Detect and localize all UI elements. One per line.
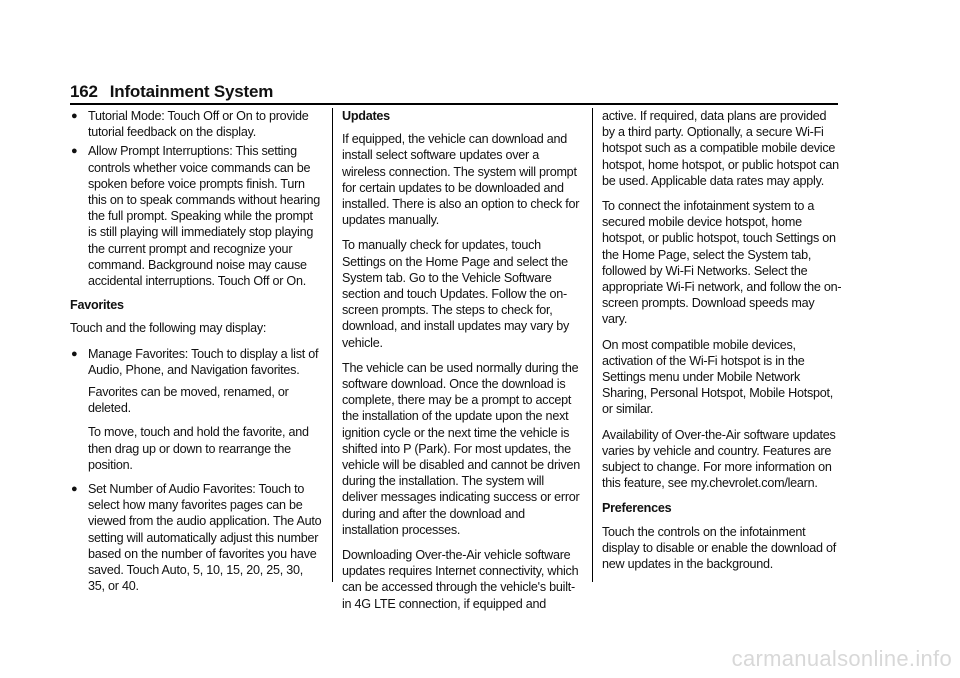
column-right xyxy=(602,108,842,581)
column-middle xyxy=(342,108,582,621)
bullet-text: Manage Favorites: Touch to display a list of Audio, Phone, and Navigation favorites. xyxy=(88,346,319,377)
section-title: Infotainment System xyxy=(109,82,274,101)
favorites-heading: Favorites xyxy=(70,298,124,313)
bullet-icon: ● xyxy=(71,145,78,158)
column-divider xyxy=(332,108,333,582)
bullet-text: Set Number of Audio Favorites: Touch to select how many favorites pages can be viewed from the audio application. The Auto setting will automatically adjust this number based on the number of favorites you have saved. Touch Auto, 5, 10, 15, 20, 25, 30, 35, or 40. xyxy=(88,482,322,594)
paragraph: The vehicle can be used normally during the software download. Once the download is complete, there may be a prompt to accept the installation of the update upon the next ignition cycle or the next time the vehicle is shifted into P (Park). For most updates, the vehicle will be disabled and cannot be driven during the installation. The system will deliver messages indicating success or error during and after the download and installation processes. xyxy=(342,360,580,537)
bullet-item xyxy=(70,346,322,378)
paragraph: Downloading Over-the-Air vehicle software updates requires Internet connectivity, which can be accessed through the vehicle's built-in 4G LTE connection, if equipped and xyxy=(342,548,579,611)
sub-paragraph: To move, touch and hold the favorite, and then drag up or down to rearrange the position. xyxy=(88,425,309,472)
updates-heading: Updates xyxy=(342,109,390,123)
bullet-item xyxy=(70,143,322,289)
sub-paragraph: Favorites can be moved, renamed, or deleted. xyxy=(88,385,289,416)
column-divider xyxy=(592,108,593,582)
favorites-intro: Touch and the following may display: xyxy=(70,321,267,336)
header-rule xyxy=(70,103,838,105)
bullet-icon: ● xyxy=(71,347,78,360)
paragraph: To connect the infotainment system to a secured mobile device hotspot, home hotspot, or public hotspot, touch Settings on the Home Page, select the System tab, followed by Wi-Fi Networks. Select the appropriate Wi-Fi network, and follow the on-screen prompts. Download speeds may vary. xyxy=(602,199,842,327)
column-left xyxy=(70,108,322,597)
paragraph: On most compatible mobile devices, activation of the Wi-Fi hotspot is in the Settings menu under Mobile Network Sharing, Personal Hotspot, Mobile Hotspot, or similar. xyxy=(602,337,834,417)
paragraph: Availability of Over-the-Air software updates varies by vehicle and country. Features are subject to change. For more information on this feature, see my.chevrolet.com/learn. xyxy=(602,427,836,491)
page-header xyxy=(70,82,273,102)
bullet-item xyxy=(70,108,322,140)
bullet-text: Tutorial Mode: Touch Off or On to provide tutorial feedback on the display. xyxy=(88,109,309,140)
paragraph: active. If required, data plans are provided by a third party. Optionally, a secure Wi-Fi hotspot such as a compatible mobile device hotspot, home hotspot, or public hotspot can be used. Applicable data rates may apply. xyxy=(602,109,839,188)
paragraph: If equipped, the vehicle can download and install select software updates over a wireless connection. The system will prompt for certain updates to be downloaded and installed. There is also an option to check for updates manually. xyxy=(342,132,580,228)
bullet-text: Allow Prompt Interruptions: This setting controls whether voice commands can be spoken before voice prompts finish. Turn this on to speak commands without hearing the full prompt. Speaking while the prompt is still playing will immediately stop playing the current prompt and recognize your command. Background noise may cause accidental interruptions. Touch Off or On. xyxy=(88,144,320,289)
paragraph: To manually check for updates, touch Settings on the Home Page and select the System tab. Go to the Vehicle Software section and touch Updates. Follow the on-screen prompts. The steps to check for, download, and install updates may vary by vehicle. xyxy=(342,238,570,350)
bullet-icon: ● xyxy=(71,110,78,122)
page-number: 162 xyxy=(70,82,98,101)
paragraph: Touch the controls on the infotainment display to disable or enable the download of new updates in the background. xyxy=(602,524,837,572)
bullet-icon: ● xyxy=(71,483,78,496)
bullet-item xyxy=(70,481,322,594)
watermark-text: carmanualsonline.info xyxy=(731,646,952,671)
preferences-heading: Preferences xyxy=(602,501,672,516)
